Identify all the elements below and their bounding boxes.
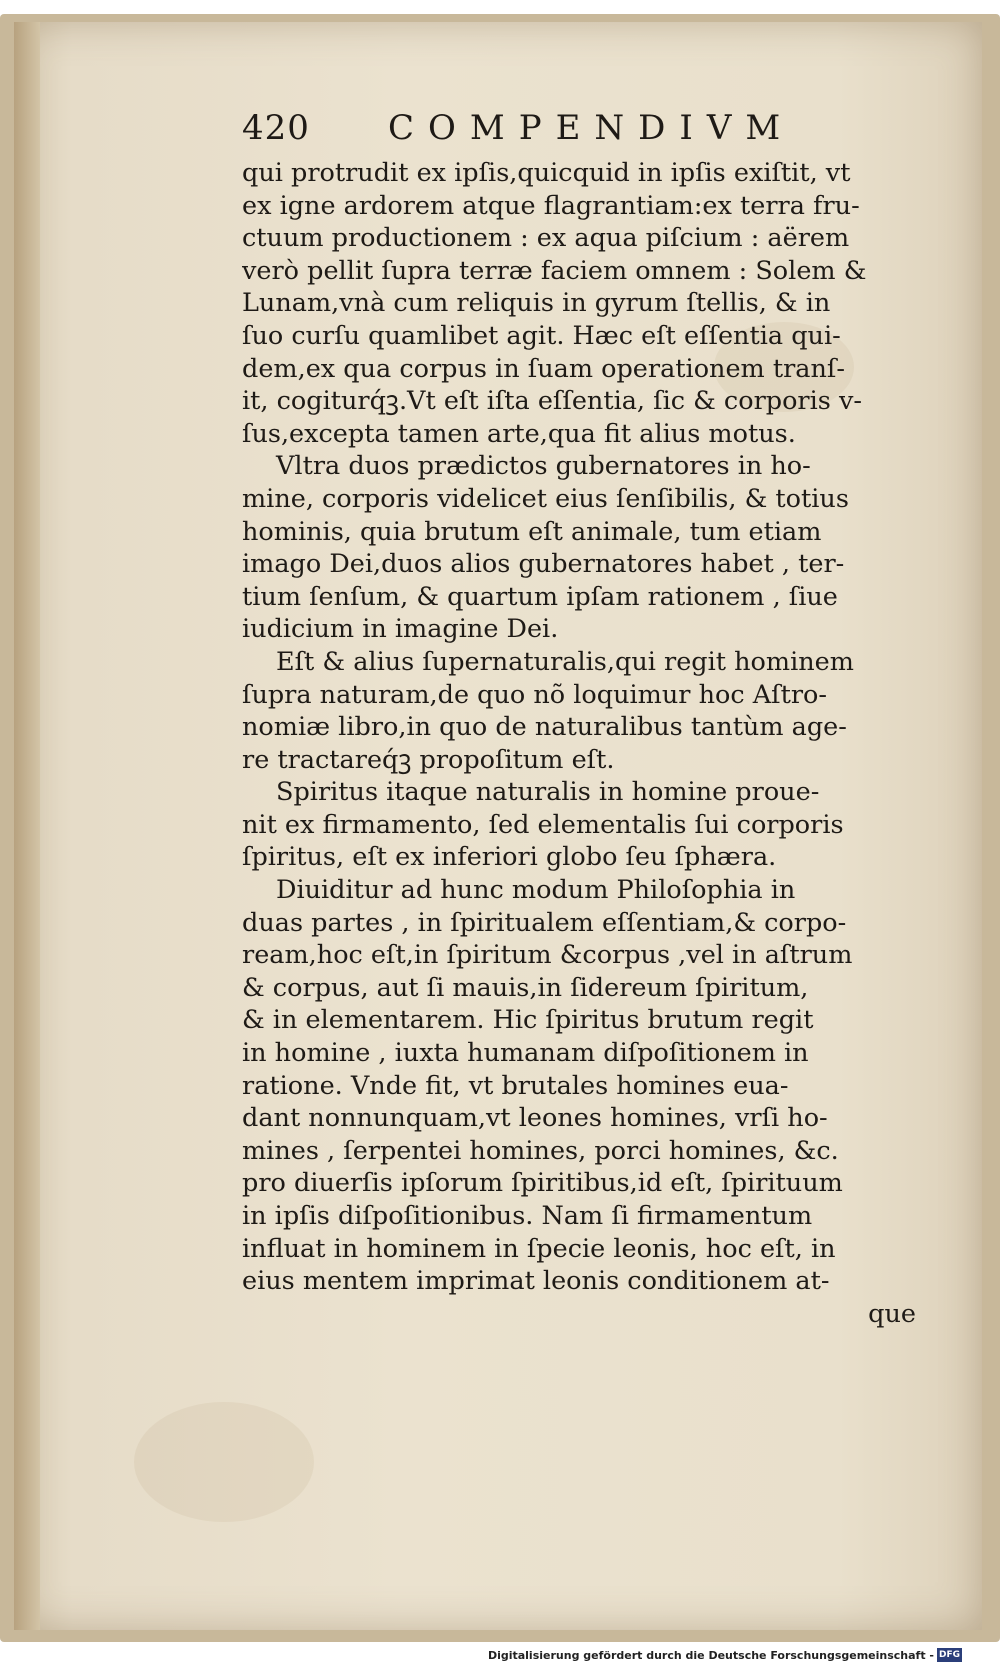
paper-stain	[134, 1402, 314, 1522]
text-line: mine, corporis videlicet eius ſenſibilis, & totius	[242, 483, 849, 514]
paragraph-start-line: Diuiditur ad hunc modum Philoſophia in	[276, 875, 796, 906]
dfg-logo: DFG	[938, 1650, 960, 1660]
funding-credit: Digitalisierung gefördert durch die Deutsche Forschungsgemeinschaft -	[487, 1649, 934, 1662]
text-line: eius mentem imprimat leonis conditionem at-	[242, 1266, 830, 1297]
text-line: dem,ex qua corpus in ſuam operationem tranſ-	[242, 353, 845, 384]
text-line: imago Dei,duos alios gubernatores habet , ter-	[242, 549, 845, 580]
text-line: it, cogiturq́ꝫ.Vt eſt iſta eſſentia, ſic & corporis v-	[242, 386, 862, 417]
text-line: qui protrudit ex ipſis,quicquid in ipſis exiſtit, vt	[242, 158, 851, 188]
text-line: nit ex firmamento, ſed elementalis ſui corporis	[242, 809, 844, 840]
text-line: & corpus, aut ſi mauis,in ſidereum ſpiritum,	[242, 972, 809, 1003]
text-line: ratione. Vnde fit, vt brutales homines eua-	[242, 1070, 789, 1101]
text-line: influat in hominem in ſpecie leonis, hoc eſt, in	[242, 1233, 836, 1264]
text-line: ſpiritus, eſt ex inferiori globo ſeu ſphæra.	[242, 842, 777, 873]
running-head: COMPENDIVM	[388, 108, 795, 148]
text-line: ex igne ardorem atque flagrantiam:ex terra fru-	[242, 190, 860, 221]
paragraph-start-line: Spiritus itaque naturalis in homine proue-	[276, 777, 820, 808]
text-line: in ipſis diſpoſitionibus. Nam ſi firmamentum	[242, 1201, 813, 1231]
text-line: mines , ſerpentei homines, porci homines, &c.	[242, 1135, 839, 1166]
text-line: ctuum productionem : ex aqua piſcium : aërem	[242, 223, 850, 254]
text-line: nomiæ libro,in quo de naturalibus tantùm age-	[242, 712, 847, 743]
text-line: ſus,excepta tamen arte,qua fit alius motus.	[242, 418, 796, 449]
paragraph-start-line: Vltra duos prædictos gubernatores in ho-	[276, 451, 811, 482]
text-block	[242, 157, 950, 1330]
text-line: tium ſenſum, & quartum ipſam rationem , ſiue	[242, 581, 838, 612]
catchword: que	[868, 1298, 916, 1329]
paragraph-start-line: Eſt & alius ſupernaturalis,qui regit hominem	[276, 646, 854, 677]
text-line: & in elementarem. Hic ſpiritus brutum regit	[242, 1005, 814, 1036]
page-gutter	[14, 22, 40, 1630]
text-line: verò pellit ſupra terræ faciem omnem : Solem &	[242, 255, 867, 286]
text-line: Lunam,vnà cum reliquis in gyrum ſtellis, & in	[242, 288, 831, 319]
page-header	[242, 108, 802, 152]
text-line: pro diuerſis ipſorum ſpiritibus,id eſt, ſpirituum	[242, 1168, 843, 1199]
text-line: iudicium in imagine Dei.	[242, 614, 559, 645]
text-line: re tractareq́ꝫ propoſitum eſt.	[242, 744, 615, 775]
text-line: dant nonnunquam,vt leones homines, vrſi ho-	[242, 1103, 828, 1134]
text-line: ſupra naturam,de quo nõ loquimur hoc Aſtro-	[242, 679, 827, 710]
text-line: in homine , iuxta humanam diſpoſitionem in	[242, 1038, 809, 1069]
text-line: duas partes , in ſpiritualem eſſentiam,& corpo-	[242, 907, 847, 938]
text-line: ſuo curſu quamlibet agit. Hæc eſt eſſentia qui-	[242, 320, 841, 351]
text-line: ream,hoc eſt,in ſpiritum &corpus ,vel in aſtrum	[242, 940, 853, 971]
page-number: 420	[242, 108, 310, 148]
text-line: hominis, quia brutum eſt animale, tum etiam	[242, 516, 822, 547]
